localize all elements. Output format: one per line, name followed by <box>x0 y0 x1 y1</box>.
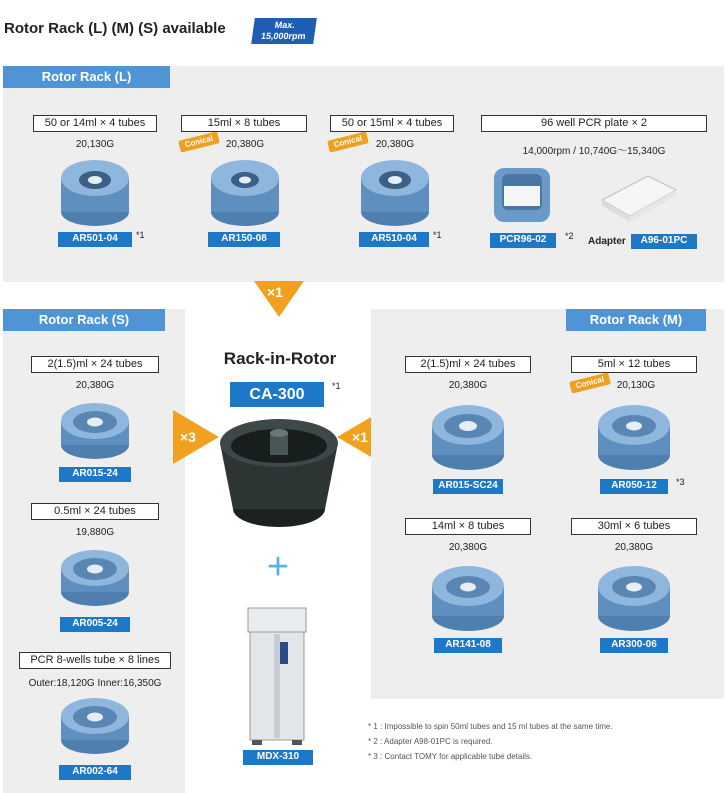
rotor-rack-image <box>357 152 433 232</box>
footnote-mark: * <box>368 722 372 731</box>
arrow-top-label: ×1 <box>267 284 283 300</box>
rotor-rack-image <box>594 397 674 475</box>
adapter-label: Adapter <box>588 236 626 247</box>
rack-l-item4-model: PCR96-02 <box>490 233 556 248</box>
rotor-rack-image <box>57 542 133 614</box>
pcr-adapter-image <box>598 170 680 222</box>
rack-m-item2-note: *3 <box>676 477 685 487</box>
conical-badge: Conical <box>178 131 220 152</box>
rotor-rack-image <box>594 558 674 636</box>
max-speed-badge-line1: Max. <box>274 20 296 30</box>
rack-s-item3-model: AR002-64 <box>59 765 131 780</box>
rack-in-rotor-title: Rack-in-Rotor <box>223 349 337 368</box>
rack-l-item3-g: 20,380G <box>375 139 415 150</box>
rack-s-item2-model: AR005-24 <box>60 617 130 632</box>
rack-s-item1-spec: 2(1.5)ml × 24 tubes <box>31 356 159 373</box>
footnote <box>368 752 613 761</box>
ca-300-note: *1 <box>332 381 341 391</box>
rack-l-item4-g: 14,000rpm / 10,740G～15,340G <box>522 146 666 157</box>
rotor-rack-image <box>207 152 283 232</box>
adapter-model: A96-01PC <box>631 234 697 249</box>
pcr-rack-image <box>490 158 554 230</box>
rotor-rack-l-header: Rotor Rack (L) <box>3 66 170 88</box>
centrifuge-image <box>244 606 312 746</box>
footnote-mark: * <box>368 752 372 761</box>
rack-l-item2-spec: 15ml × 8 tubes <box>181 115 307 132</box>
rack-m-item2-g: 20,130G <box>616 380 656 391</box>
plus-icon: + <box>266 546 290 588</box>
rotor-rack-m-header: Rotor Rack (M) <box>566 309 706 331</box>
rotor-rack-image <box>428 397 508 475</box>
rotor-rack-image <box>57 690 133 762</box>
page-title: Rotor Rack (L) (M) (S) available <box>4 20 226 37</box>
rotor-rack-image <box>57 395 133 467</box>
rotor-rack-image <box>428 558 508 636</box>
rack-m-item3-g: 20,380G <box>448 542 488 553</box>
max-speed-badge-line2: 15,000rpm <box>260 31 307 41</box>
rack-l-item2-model: AR150-08 <box>208 232 280 247</box>
rack-m-item2-spec: 5ml × 12 tubes <box>571 356 697 373</box>
arrow-right-label: ×1 <box>352 429 368 445</box>
rack-l-item2-g: 20,380G <box>225 139 265 150</box>
rack-l-item3-spec: 50 or 15ml × 4 tubes <box>330 115 454 132</box>
ca-300-badge: CA-300 <box>230 382 324 407</box>
rack-s-item3-spec: PCR 8-wells tube × 8 lines <box>19 652 171 669</box>
rack-s-item2-g: 19,880G <box>75 527 115 538</box>
rack-s-item1-model: AR015-24 <box>59 467 131 482</box>
rack-l-item3-note: *1 <box>433 230 442 240</box>
rack-l-item1-model: AR501-04 <box>58 232 132 247</box>
rack-m-item3-spec: 14ml × 8 tubes <box>405 518 531 535</box>
mdx-310-model: MDX-310 <box>243 750 313 765</box>
rack-m-item2-model: AR050-12 <box>600 479 668 494</box>
arrow-left-label: ×3 <box>180 429 196 445</box>
rack-m-item4-model: AR300-06 <box>600 638 668 653</box>
rack-l-item4-spec: 96 well PCR plate × 2 <box>481 115 707 132</box>
rack-m-item1-spec: 2(1.5)ml × 24 tubes <box>405 356 531 373</box>
rack-s-item2-spec: 0.5ml × 24 tubes <box>31 503 159 520</box>
rack-l-item1-spec: 50 or 14ml × 4 tubes <box>33 115 157 132</box>
rotor-rack-image <box>57 152 133 232</box>
rack-m-item1-g: 20,380G <box>448 380 488 391</box>
rack-s-item1-g: 20,380G <box>75 380 115 391</box>
footnote-text: 2 : Adapter A98-01PC is required. <box>373 737 493 746</box>
rack-s-item3-g: Outer:18,120G Inner:16,350G <box>28 678 162 689</box>
footnote <box>368 737 613 746</box>
rack-m-item1-model: AR015-SC24 <box>433 479 503 494</box>
conical-badge: Conical <box>327 131 369 152</box>
footnote-mark: * <box>368 737 372 746</box>
footnotes <box>368 722 613 761</box>
footnote-text: 1 : Impossible to spin 50ml tubes and 15 ml tubes at the same time. <box>373 722 613 731</box>
rack-l-item3-model: AR510-04 <box>359 232 429 247</box>
rack-l-item1-note: *1 <box>136 230 145 240</box>
conical-badge: Conical <box>569 372 611 393</box>
rack-m-item3-model: AR141-08 <box>434 638 502 653</box>
rack-m-item4-g: 20,380G <box>614 542 654 553</box>
footnote-text: 3 : Contact TOMY for applicable tube details. <box>373 752 533 761</box>
max-speed-badge <box>251 18 317 44</box>
rack-m-item4-spec: 30ml × 6 tubes <box>571 518 697 535</box>
footnote <box>368 722 613 731</box>
rotor-rack-s-header: Rotor Rack (S) <box>3 309 165 331</box>
rotor-image <box>216 413 342 533</box>
rack-l-item1-g: 20,130G <box>75 139 115 150</box>
rack-l-item4-note: *2 <box>565 231 574 241</box>
